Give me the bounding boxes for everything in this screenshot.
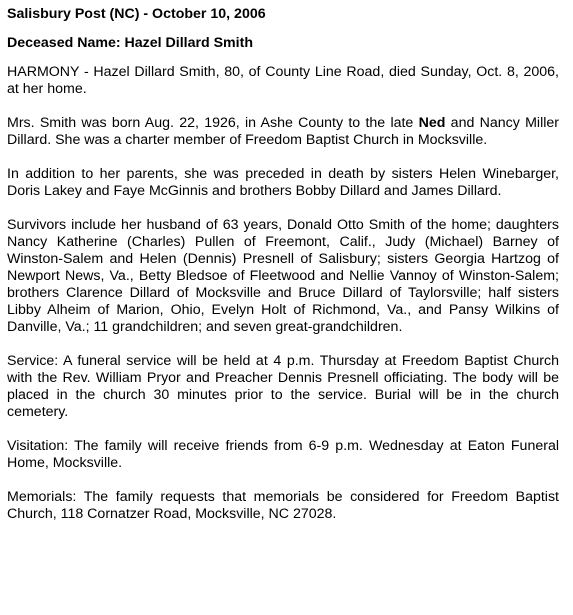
deceased-name-heading: Deceased Name: Hazel Dillard Smith — [7, 35, 254, 51]
obituary-paragraph-preceded: In addition to her parents, she was preceded in death by sisters Helen Winebarger, Doris Lakey and Faye McGinnis and brothers Bobby Dillard and James Dillard. — [7, 166, 559, 199]
obituary-paragraph-intro: HARMONY - Hazel Dillard Smith, 80, of County Line Road, died Sunday, Oct. 8, 2006, at her home. — [7, 64, 559, 97]
obituary-paragraph-birth — [7, 115, 559, 149]
birth-text-end: and Nancy Miller Dillard. She was a charter member of Freedom Baptist Church in Mocksville. — [7, 115, 559, 148]
obituary-paragraph-memorials: Memorials: The family requests that memorials be considered for Freedom Baptist Church, 118 Cornatzer Road, Mocksville, NC 27028. — [7, 489, 559, 522]
obituary-paragraph-visitation: Visitation: The family will receive friends from 6-9 p.m. Wednesday at Eaton Funeral Home, Mocksville. — [7, 438, 559, 471]
source-heading: Salisbury Post (NC) - October 10, 2006 — [7, 6, 266, 22]
obituary-paragraph-survivors: Survivors include her husband of 63 years, Donald Otto Smith of the home; daughters Nancy Katherine (Charles) Pullen of Freemont, Calif., Judy (Michael) Barney of Winston-Salem and Helen (Dennis) Presnell of Salisbury; sisters Georgia Hartzog of Newport News, Va., Betty Bledsoe of Fleetwood and Nellie Vannoy of Winston-Salem; brothers Clarence Dillard of Mocksville and Bruce Dillard of Taylorsville; half sisters Libby Alheim of Marion, Ohio, Evelyn Holt of Richmond, Va., and Pansy Wilkins of Danville, Va.; 11 grandchildren; and seven great-grandchildren. — [7, 217, 559, 335]
birth-text-bold-name: Ned — [418, 115, 446, 131]
obituary-document — [7, 6, 559, 540]
obituary-paragraph-service: Service: A funeral service will be held at 4 p.m. Thursday at Freedom Baptist Church with the Rev. William Pryor and Preacher Dennis Presnell officiating. The body will be placed in the church 30 minutes prior to the service. Burial will be in the church cemetery. — [7, 353, 559, 420]
birth-text-start: Mrs. Smith was born Aug. 22, 1926, in Ashe County to the late — [7, 115, 419, 131]
